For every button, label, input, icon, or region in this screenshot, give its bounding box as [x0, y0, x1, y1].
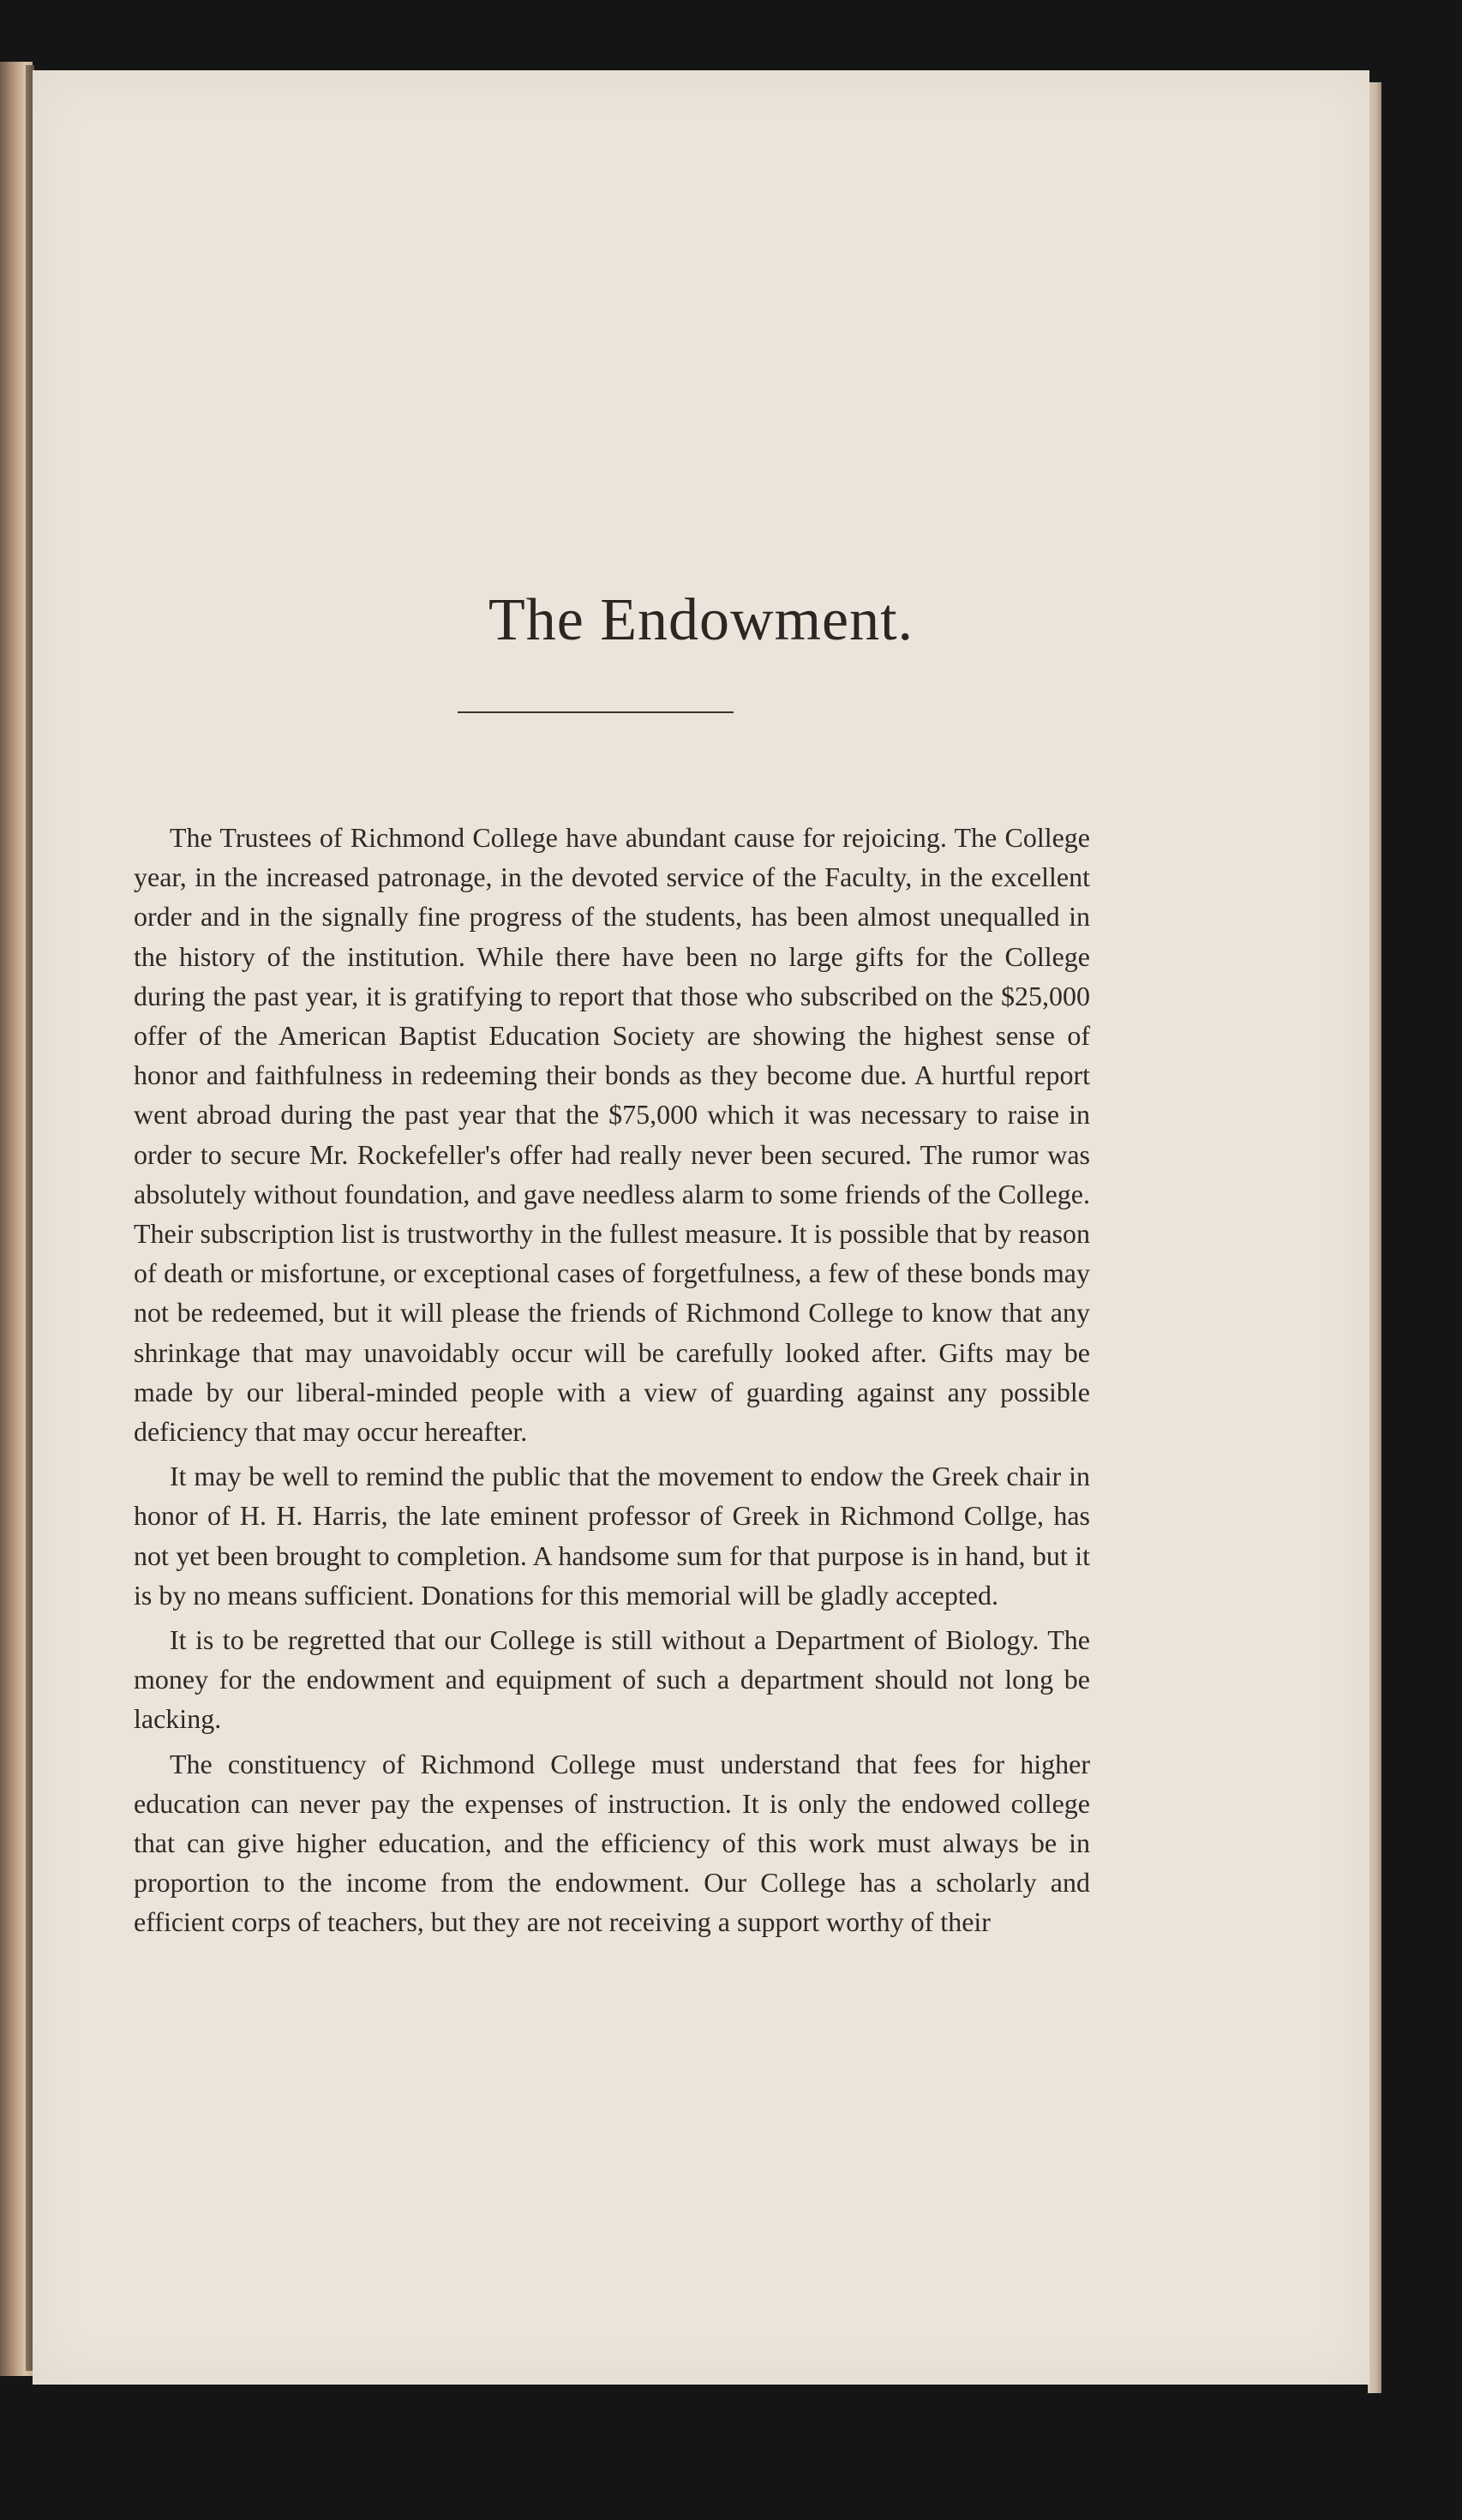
body-text	[134, 818, 1090, 1942]
paragraph-1: The Trustees of Richmond College have abundant cause for rejoicing. The College year, in the increased patronage, in the devoted service of the Faculty, in the excellent order and in the signally fine progress of the students, has been almost unequalled in the history of the institution. While there have been no large gifts for the College during the past year, it is gratifying to report that those who subscribed on the $25,000 offer of the American Baptist Education Society are showing the highest sense of honor and faithfulness in redeeming their bonds as they become due. A hurtful report went abroad during the past year that the $75,000 which it was necessary to raise in order to secure Mr. Rockefeller's offer had really never been secured. The rumor was absolutely without foundation, and gave needless alarm to some friends of the College. Their subscription list is trustworthy in the fullest measure. It is possible that by reason of death or misfortune, or exceptional cases of forgetfulness, a few of these bonds may not be redeemed, but it will please the friends of Richmond College to know that any shrinkage that may unavoidably occur will be carefully looked after. Gifts may be made by our liberal-minded people with a view of guarding against any possible deficiency that may occur hereafter.	[134, 822, 1090, 1448]
title-divider	[458, 711, 734, 713]
paragraph-4: The constituency of Richmond College must understand that fees for higher education can never pay the expenses of instruction. It is only the endowed college that can give higher education, and the efficiency of this work must always be in proportion to the income from the endowment. Our College has a scholarly and efficient corps of teachers, but they are not receiving a support worthy of their	[134, 1748, 1090, 1938]
page-title: The Endowment.	[488, 587, 914, 653]
page-stack-edge	[1368, 82, 1381, 2393]
document-page	[33, 70, 1369, 2385]
paragraph-2: It may be well to remind the public that the movement to endow the Greek chair in honor of H. H. Harris, the late eminent professor of Greek in Richmond Collge, has not yet been brought to completion. A handsome sum for that purpose is in hand, but it is by no means sufficient. Donations for this memorial will be gladly accepted.	[134, 1461, 1090, 1611]
paragraph-3: It is to be regretted that our College is still without a Department of Biology. The money for the endowment and equipment of such a department should not long be lacking.	[134, 1624, 1090, 1735]
